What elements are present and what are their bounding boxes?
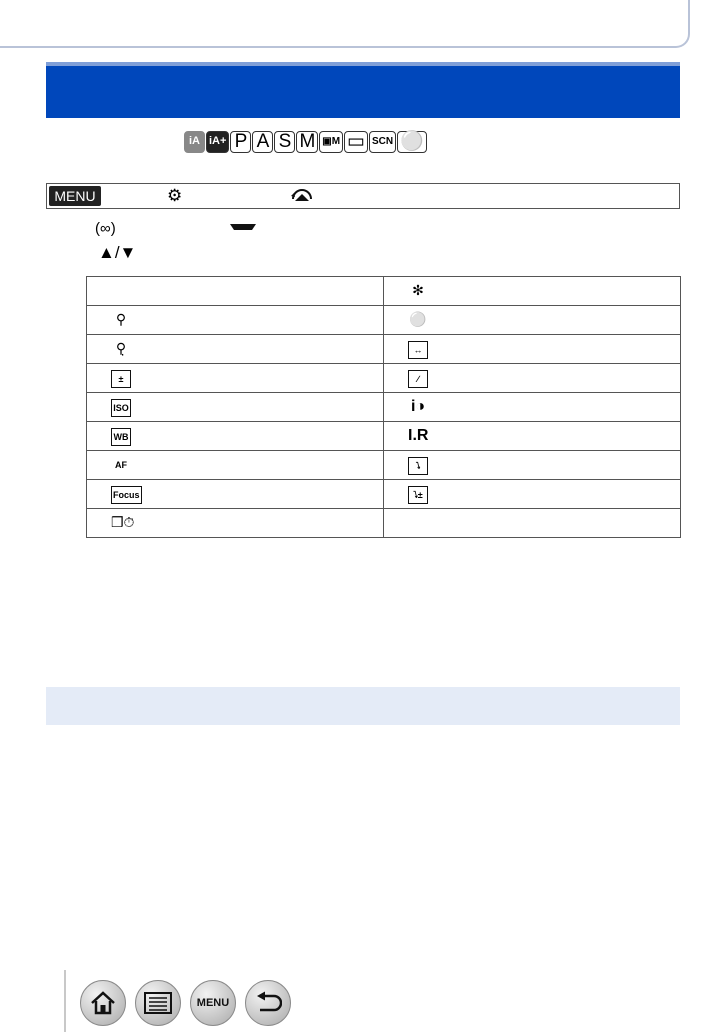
mode-panorama-icon: ▭ [344, 131, 368, 153]
table-cell [384, 480, 681, 509]
mode-ia-plus-icon: iA+ [206, 131, 229, 153]
footer-divider [64, 970, 66, 1032]
mode-s-icon: S [274, 131, 295, 153]
home-button[interactable] [80, 980, 126, 1026]
page-frame [0, 0, 690, 48]
table-cell [384, 306, 681, 335]
table-cell [87, 509, 384, 538]
table-cell [87, 480, 384, 509]
i-dynamic-icon: i◑ [410, 397, 426, 415]
table-cell [87, 277, 384, 306]
function-table [86, 276, 681, 538]
page-title-bar [46, 62, 680, 118]
table-cell [384, 451, 681, 480]
table-cell [87, 393, 384, 422]
mode-creative-icon: ⚪ [397, 131, 427, 153]
mode-movie-icon: ▣M [319, 131, 343, 153]
back-button[interactable] [245, 980, 291, 1026]
menu-icon: MENU [49, 186, 101, 206]
home-icon [89, 990, 117, 1016]
sparkle-icon: ✻ [412, 282, 424, 298]
table-cell [87, 335, 384, 364]
table-cell [384, 335, 681, 364]
menu-button-label: MENU [196, 997, 230, 1009]
focus-icon: Focus [111, 486, 142, 504]
dial-icon [289, 185, 315, 207]
mode-a-icon: A [252, 131, 273, 153]
table-cell [87, 422, 384, 451]
flash-adjust-icon: ⭝± [408, 486, 428, 504]
menu-path [46, 183, 680, 209]
table-cell [87, 306, 384, 335]
control-ring-icon: (∞) [95, 220, 116, 237]
table-cell [384, 277, 681, 306]
table-cell [384, 422, 681, 451]
table-cell [87, 451, 384, 480]
mode-ia-icon: iA [184, 131, 205, 153]
drive-timer-icon: ❒⏱ [111, 514, 135, 530]
table-row [87, 277, 681, 306]
af-mode-icon: AF [115, 460, 127, 470]
contents-button[interactable] [135, 980, 181, 1026]
table-row [87, 422, 681, 451]
flash-icon: ⭝ [408, 457, 428, 475]
curve-icon: ∕ [408, 370, 428, 388]
table-row [87, 509, 681, 538]
table-row [87, 451, 681, 480]
control-dial-icon [228, 222, 258, 232]
table-cell [384, 393, 681, 422]
table-row [87, 306, 681, 335]
magnify-icon: ⚲ [115, 311, 127, 327]
menu-button[interactable] [190, 980, 236, 1026]
mode-p-icon: P [230, 131, 251, 153]
table-cell [384, 364, 681, 393]
iso-icon: ISO [111, 399, 131, 417]
section-heading-bar [46, 687, 680, 725]
exposure-icon: ± [111, 370, 131, 388]
table-row [87, 364, 681, 393]
table-row [87, 480, 681, 509]
custom-wrench-icon: ⚙ [167, 186, 183, 205]
ir-icon: I.R [408, 426, 429, 444]
back-arrow-icon [254, 991, 282, 1015]
table-row [87, 335, 681, 364]
mode-m-icon: M [296, 131, 318, 153]
wb-icon: WB [111, 428, 131, 446]
creative-icon: ⚪ [409, 311, 427, 327]
table-row [87, 393, 681, 422]
list-icon [144, 992, 172, 1014]
recording-modes [184, 131, 427, 153]
up-down-arrow-icon: ▲/▼ [98, 243, 137, 262]
mode-scn-icon: SCN [369, 131, 396, 153]
aspect-icon: ↔ [408, 341, 428, 359]
zoom-icon: ⚲̣ [115, 340, 127, 356]
table-cell [87, 364, 384, 393]
table-cell [384, 509, 681, 538]
